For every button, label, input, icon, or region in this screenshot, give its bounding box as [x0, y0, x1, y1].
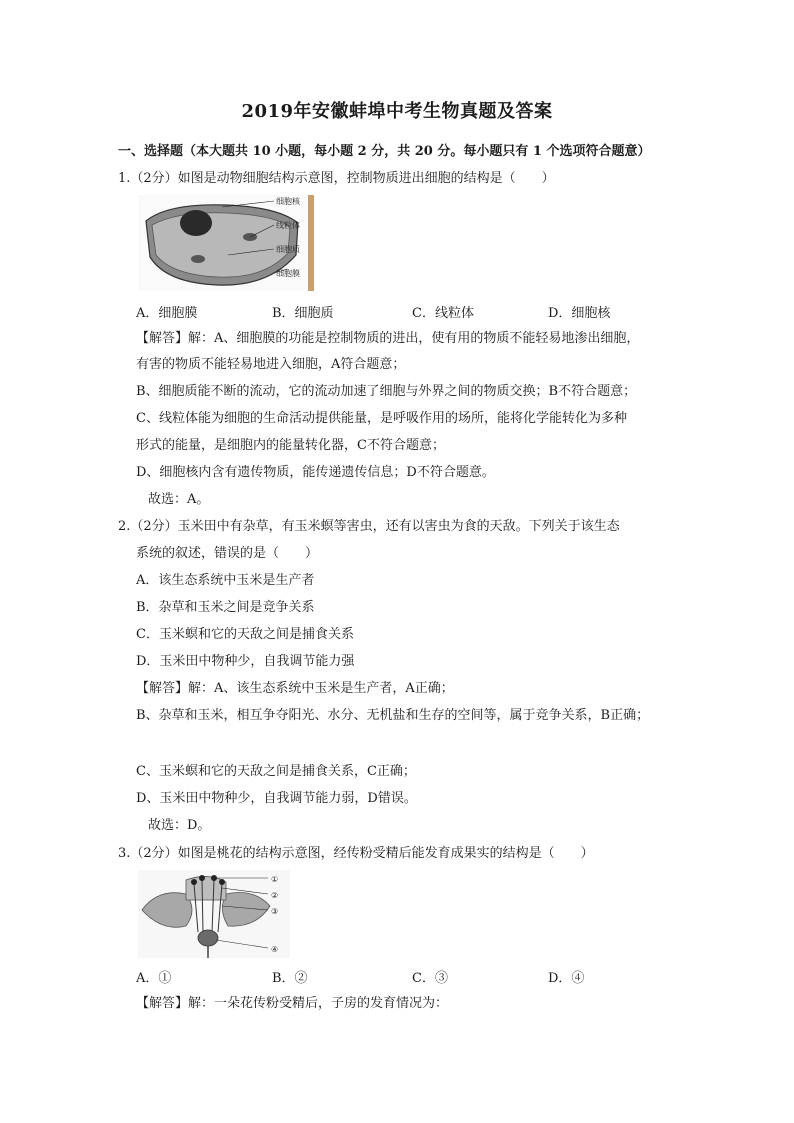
q2-option-b: B．杂草和玉米之间是竞争关系: [136, 600, 315, 615]
q1-answer-line: C、线粒体能为细胞的生命活动提供能量，是呼吸作用的场所，能将化学能转化为多种: [136, 411, 627, 426]
q2-option-c: C．玉米螟和它的天敌之间是捕食关系: [136, 627, 354, 642]
q2-answer-line: 【解答】解：A、该生态系统中玉米是生产者，A正确；: [136, 681, 454, 696]
animal-cell-figure: [138, 195, 314, 295]
q1-stem: 1.（2分）如图是动物细胞结构示意图，控制物质进出细胞的结构是（ ）: [118, 171, 555, 186]
q1-option-a: A．细胞膜: [136, 306, 198, 321]
q2-option-d: D．玉米田中物种少，自我调节能力强: [136, 654, 355, 669]
q1-answer-line: D、细胞核内含有遗传物质，能传递遗传信息；D不符合题意。: [136, 465, 495, 480]
fig1-label-membrane: 细胞膜: [276, 269, 300, 278]
q2-answer-line: B、杂草和玉米，相互争夺阳光、水分、无机盐和生存的空间等，属于竞争关系，B正确；: [136, 708, 650, 723]
q3-stem: 3.（2分）如图是桃花的结构示意图，经传粉受精后能发育成果实的结构是（ ）: [118, 846, 594, 861]
q2-option-a: A．该生态系统中玉米是生产者: [136, 573, 315, 588]
fig3-label-4: ④: [271, 945, 279, 954]
q3-option-c: C．③: [412, 971, 448, 986]
q1-option-c: C．线粒体: [412, 306, 474, 321]
q1-answer-choice: 故选：A。: [148, 492, 210, 507]
q1-answer-line: 形式的能量，是细胞内的能量转化器，C不符合题意；: [136, 438, 445, 453]
fig1-label-cytoplasm: 细胞质: [276, 245, 300, 254]
q2-answer-line: C、玉米螟和它的天敌之间是捕食关系，C正确；: [136, 764, 416, 779]
q3-option-a: A．①: [136, 971, 172, 986]
q1-answer-line: 【解答】解：A、细胞膜的功能是控制物质的进出，使有用的物质不能轻易地渗出细胞，: [136, 331, 640, 346]
section-heading: 一、选择题（本大题共 10 小题，每小题 2 分，共 20 分。每小题只有 1 个选项符合题意）: [118, 144, 651, 159]
q1-answer-line: B、细胞质能不断的流动，它的流动加速了细胞与外界之间的物质交换；B不符合题意；: [136, 384, 637, 399]
q1-option-b: B．细胞质: [272, 306, 334, 321]
q1-answer-line: 有害的物质不能轻易地进入细胞，A符合题意；: [136, 357, 406, 372]
fig1-label-nucleus: 细胞核: [276, 197, 300, 206]
q3-answer-line: 【解答】解：一朵花传粉受精后，子房的发育情况为：: [136, 996, 449, 1011]
q2-stem-line: 2.（2分）玉米田中有杂草，有玉米螟等害虫，还有以害虫为食的天敌。下列关于该生态: [118, 519, 620, 534]
q1-option-d: D．细胞核: [548, 306, 611, 321]
peach-flower-figure: [138, 870, 290, 962]
q3-option-b: B．②: [272, 971, 308, 986]
fig3-label-3: ③: [271, 907, 279, 916]
fig3-label-1: ①: [271, 875, 279, 884]
fig3-label-2: ②: [271, 891, 279, 900]
q3-option-d: D．④: [548, 971, 585, 986]
fig1-label-mitochondria: 线粒体: [276, 221, 300, 230]
q2-stem-line: 系统的叙述，错误的是（ ）: [136, 546, 319, 561]
q2-answer-line: D、玉米田中物种少，自我调节能力弱，D错误。: [136, 791, 417, 806]
q2-answer-choice: 故选：D。: [148, 818, 211, 833]
page-title: 2019年安徽蚌埠中考生物真题及答案: [241, 101, 553, 122]
